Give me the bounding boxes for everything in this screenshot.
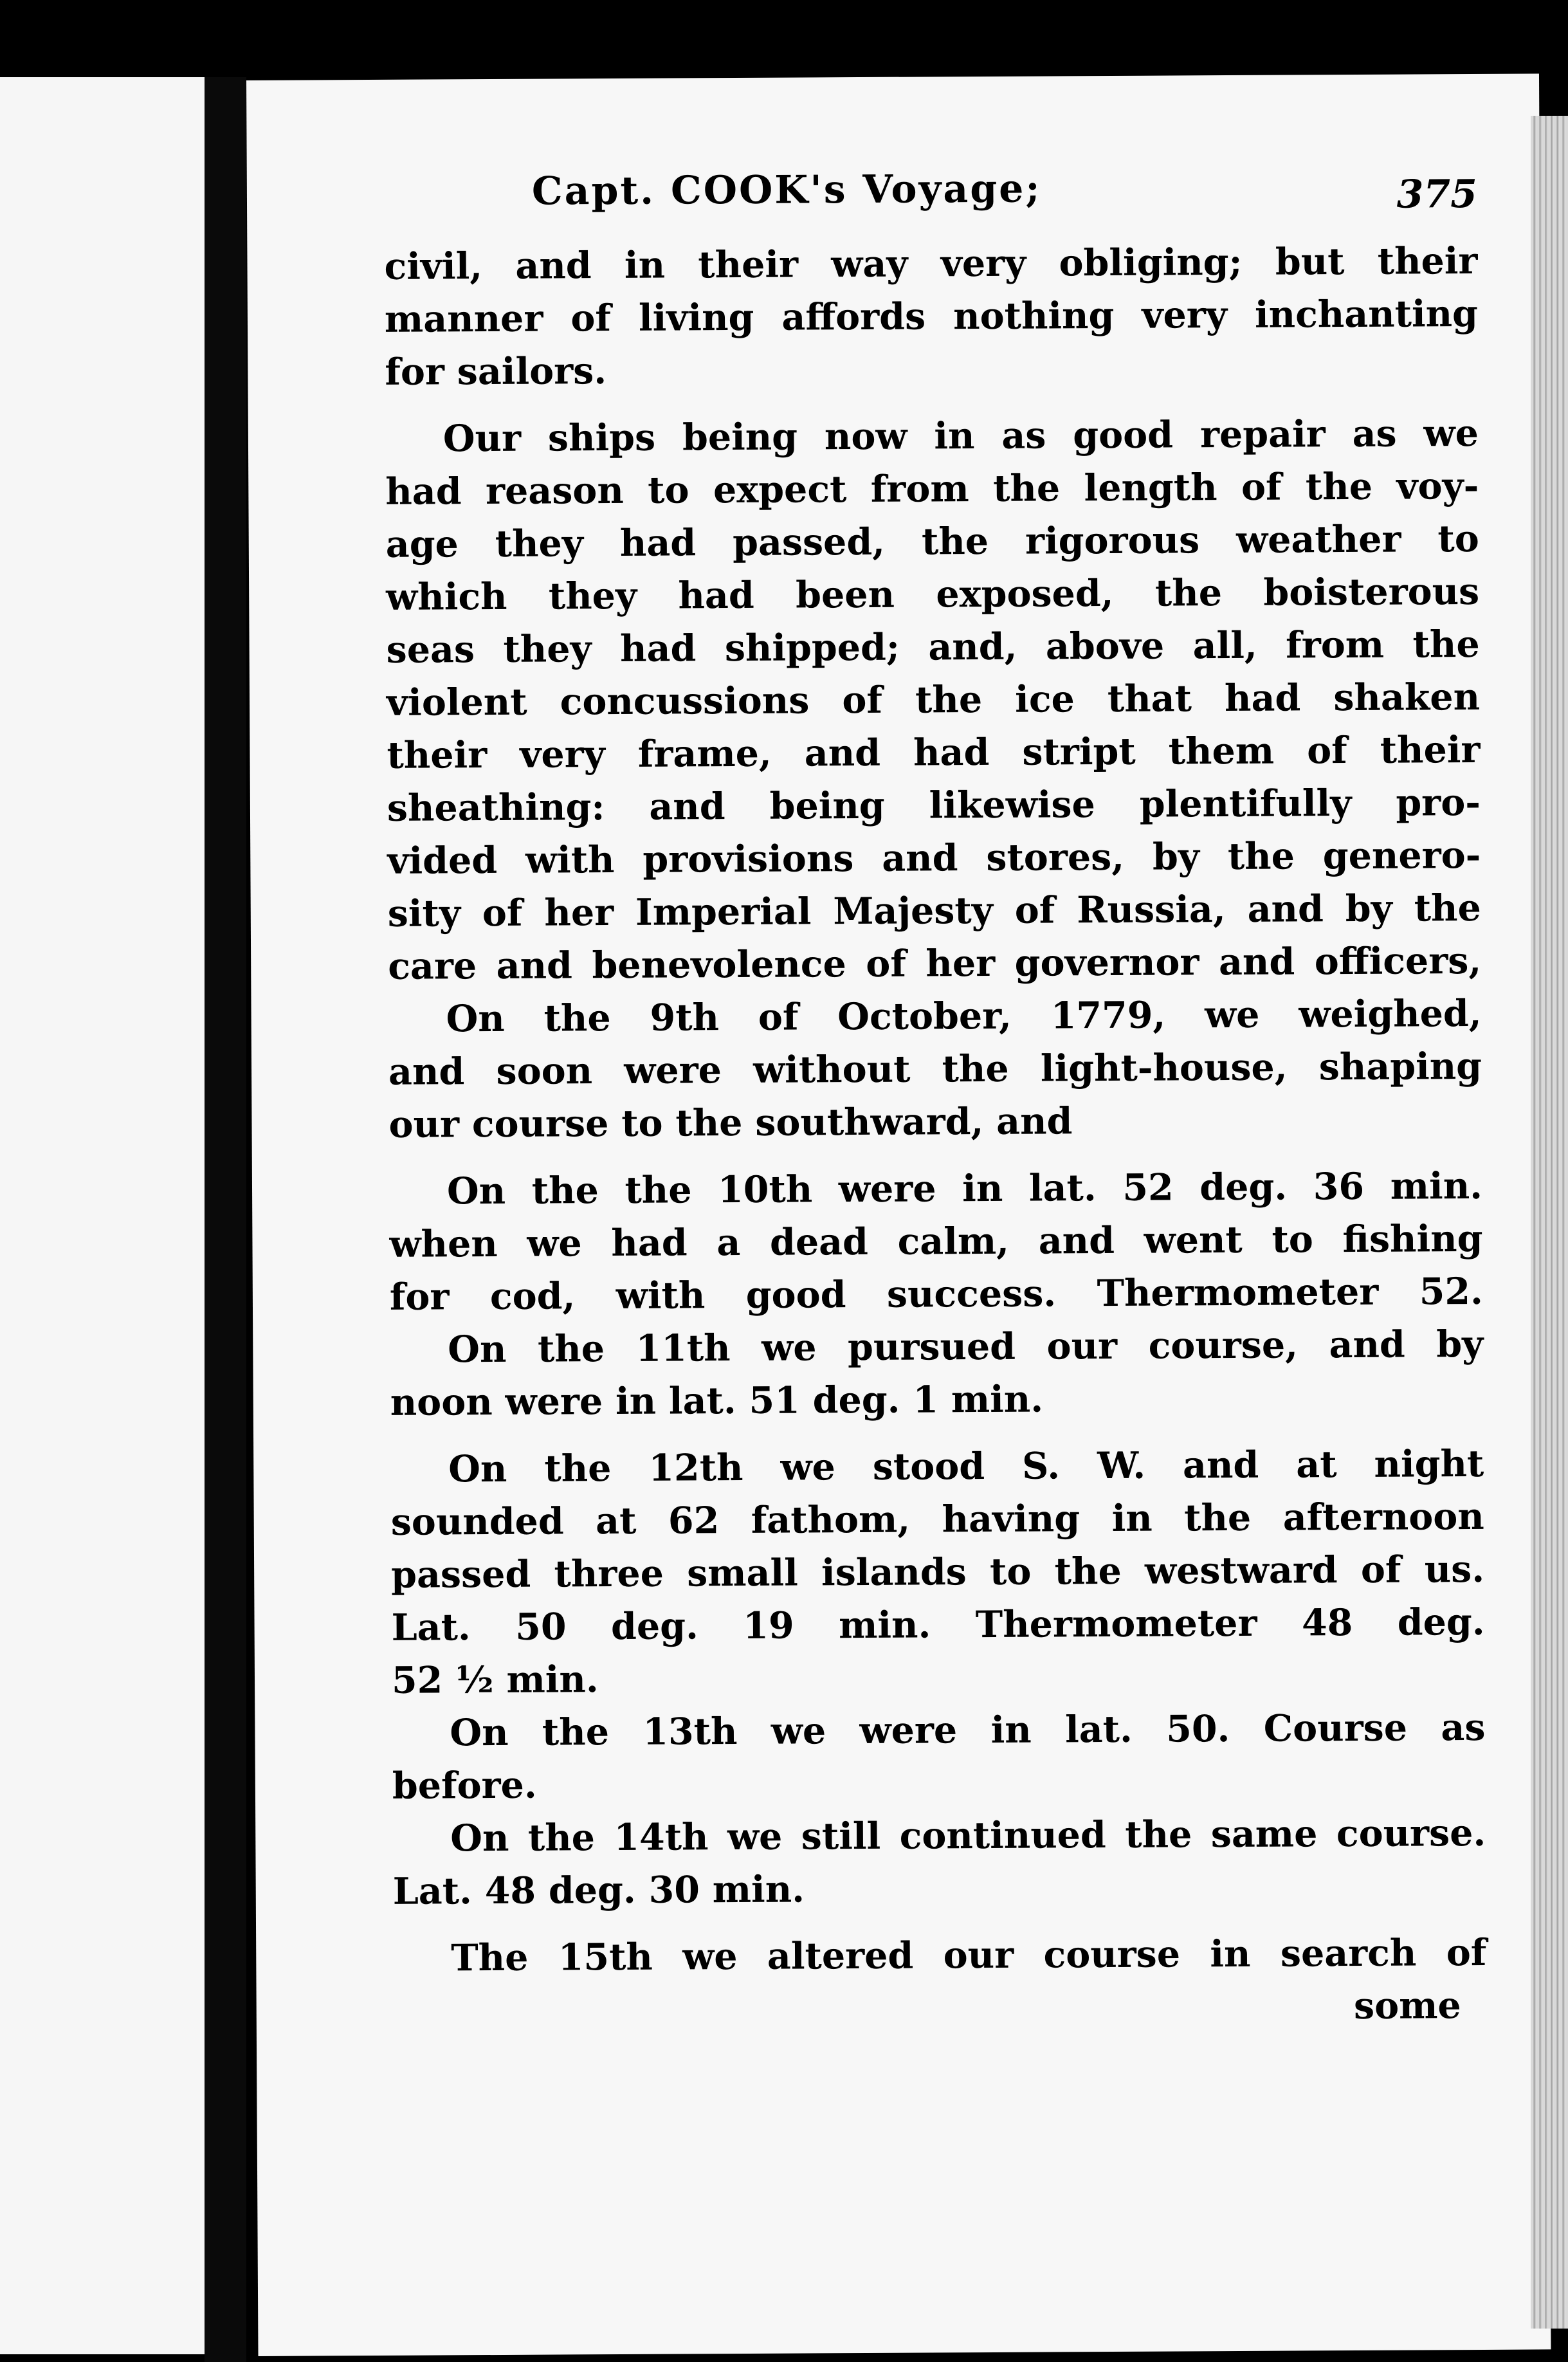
text-line: care and benevolence of her governor and officers, [388, 938, 1482, 988]
text-line: Our ships being now in as good repair as we [442, 411, 1479, 461]
text-line: before. [392, 1763, 537, 1808]
text-line: and soon were without the light-house, shaping [388, 1044, 1482, 1094]
text-line: for cod, with good success. Thermometer 52. [389, 1269, 1484, 1319]
text-line: violent concussions of the ice that had shaken [386, 675, 1481, 724]
text-line: On the 9th of October, 1779, we weighed, [446, 991, 1482, 1041]
text-line: sheathing: and being likewise plentifully pro- [387, 780, 1481, 830]
text-line: age they had passed, the rigorous weather to [385, 517, 1479, 566]
text-line: when we had a dead calm, and went to fishing [389, 1216, 1483, 1266]
text-line: civil, and in their way very obliging; but their [384, 239, 1478, 288]
text-line: Lat. 50 deg. 19 min. Thermometer 48 deg. [391, 1600, 1485, 1649]
text-line: had reason to expect from the length of the voy- [385, 464, 1479, 513]
text-line: our course to the southward, and [388, 1099, 1073, 1146]
text-line: seas they had shipped; and, above all, from the [386, 622, 1480, 672]
facing-page-edge [0, 77, 208, 2354]
page-text-block [384, 164, 1487, 2038]
text-line: sity of her Imperial Majesty of Russia, and by the [387, 886, 1481, 935]
text-line: vided with provisions and stores, by the genero- [387, 833, 1481, 883]
running-head-title: Capt. COOK's Voyage; [531, 166, 1042, 214]
text-line: for sailors. [385, 349, 607, 394]
book-gutter [205, 77, 246, 2362]
page-number: 375 [1396, 171, 1478, 217]
text-line: Lat. 48 deg. 30 min. [392, 1867, 805, 1913]
text-line: On the 12th we stood S. W. and at night [448, 1442, 1484, 1491]
text-line: which they had been exposed, the boisterous [386, 569, 1480, 619]
book-page [246, 73, 1551, 2356]
text-line: their very frame, and had stript them of their [387, 728, 1481, 777]
running-head [384, 164, 1478, 241]
text-line: The 15th we altered our course in search of [451, 1930, 1487, 1980]
text-line: noon were in lat. 51 deg. 1 min. [390, 1377, 1044, 1424]
text-line: On the 11th we pursued our course, and by [448, 1322, 1484, 1371]
text-line: sounded at 62 fathom, having in the afternoon [390, 1494, 1484, 1544]
text-line: On the 14th we still continued the same course. [450, 1811, 1486, 1860]
catchword: some [1353, 1984, 1461, 2028]
text-line: 52 ½ min. [391, 1658, 599, 1702]
text-line: On the the 10th were in lat. 52 deg. 36 min. [446, 1164, 1483, 1213]
page-stack-edge [1531, 116, 1568, 2329]
text-line: manner of living affords nothing very inchanting [384, 291, 1479, 341]
text-line: passed three small islands to the westward of us. [390, 1547, 1485, 1597]
text-line: On the 13th we were in lat. 50. Course as [450, 1705, 1486, 1755]
